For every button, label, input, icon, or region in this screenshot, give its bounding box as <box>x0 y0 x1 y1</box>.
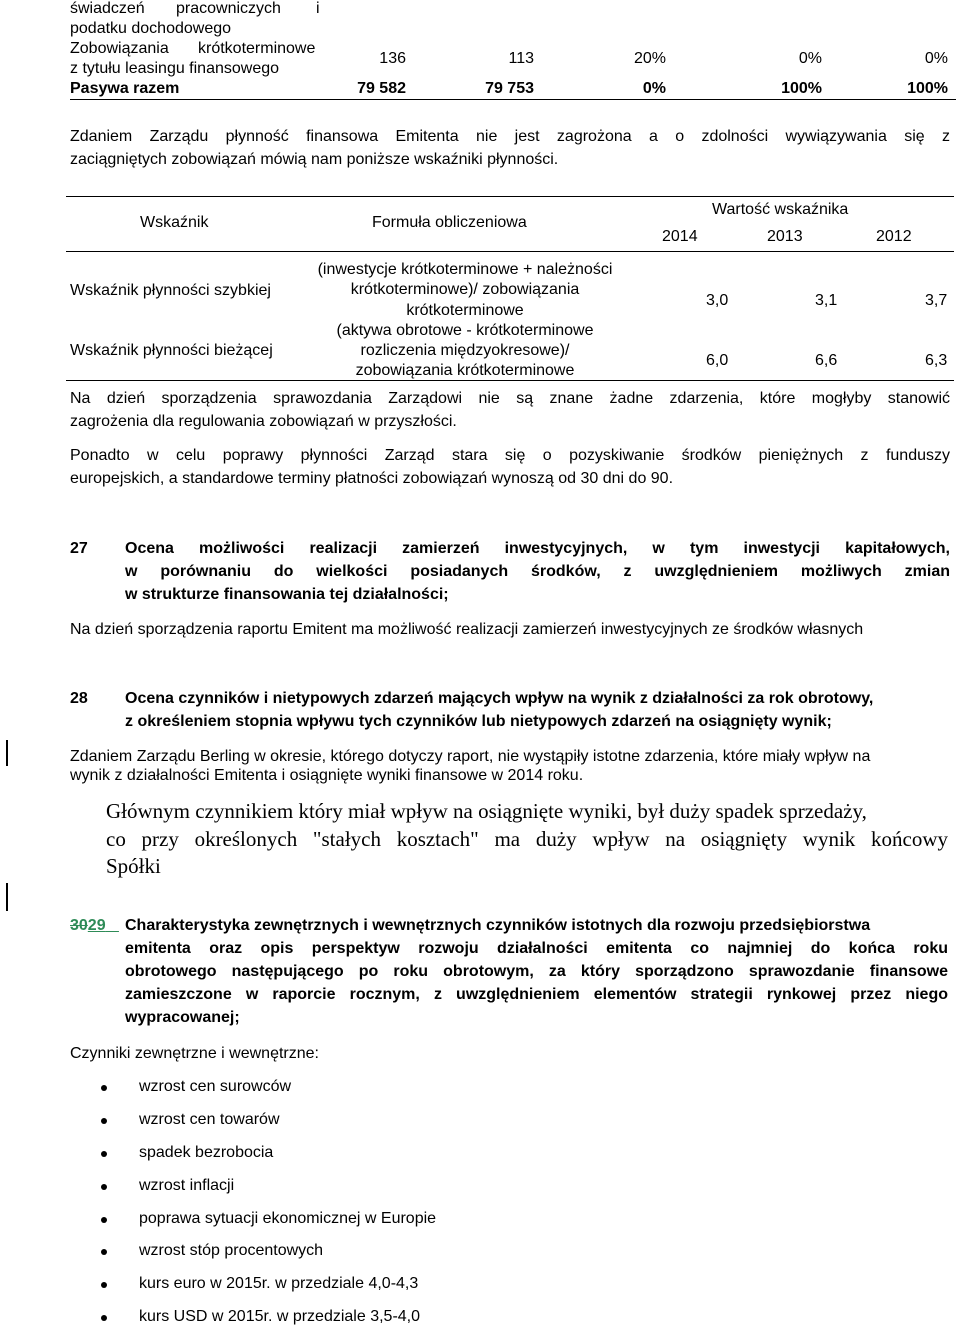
formula-line: (inwestycje krótkoterminowe + należności <box>317 261 613 278</box>
section-heading-line: wypracowanej; <box>125 1009 240 1026</box>
table-top-border <box>66 196 954 197</box>
table-cell: 113 <box>508 50 534 67</box>
section-body-line: wynik z działalności Emitenta i osiągnięte wyniki finansowe w 2014 roku. <box>70 767 584 784</box>
section-number-revision <box>70 916 119 936</box>
indicator-value: 3,0 <box>706 292 729 309</box>
formula-line: krótkoterminowe)/ zobowiązania <box>350 281 580 298</box>
paragraph-line: Zdaniem Zarządu płynność finansowa Emitenta nie jest zagrożona a o zdolności wywiązywania się z <box>70 128 950 145</box>
section-number: 28 <box>70 690 88 707</box>
table-cell: 20% <box>633 50 666 67</box>
serif-inserted-line: Głównym czynnikiem który miał wpływ na osiągnięte wyniki, był duży spadek sprzedaży, <box>106 799 867 823</box>
table-cell: 100% <box>907 80 948 97</box>
list-item: kurs euro w 2015r. w przedziale 4,0-4,3 <box>139 1275 419 1292</box>
row-label-word: i <box>316 0 320 17</box>
list-item: poprawa sytuacji ekonomicznej w Europie <box>139 1210 437 1227</box>
paragraph-line: Ponadto w celu poprawy płynności Zarząd stara się o pozyskiwanie środków pieniężnych z funduszy <box>70 447 950 464</box>
formula-line: zobowiązania krótkoterminowe <box>355 362 575 379</box>
row-label-word: pracowniczych <box>176 0 281 17</box>
table-cell: 100% <box>781 80 822 97</box>
inserted-number: 29 <box>87 917 106 934</box>
row-label: podatku dochodowego <box>70 20 232 37</box>
section-heading-line: obrotowego następującego po roku obrotowym, za który sporządzono sprawozdanie finansowe <box>125 963 948 980</box>
row-label-word: krótkoterminowe <box>198 40 316 57</box>
list-item: spadek bezrobocia <box>139 1144 274 1161</box>
deleted-number: 30 <box>70 917 88 934</box>
serif-inserted-line: co przy określonych "stałych kosztach" ma duży wpływ na osiągnięty wynik końcowy <box>106 827 948 851</box>
formula-line: rozliczenia międzyokresowe)/ <box>360 342 570 359</box>
section-body: Na dzień sporządzenia raportu Emitent ma możliwość realizacji zamierzeń inwestycyjnych ze środków własnych <box>70 621 864 638</box>
header-indicator: Wskaźnik <box>140 214 209 231</box>
list-item: wzrost cen towarów <box>139 1111 280 1128</box>
paragraph-line: Na dzień sporządzenia sprawozdania Zarządowi nie są znane żadne zdarzenia, które mogłyby stanowić <box>70 390 950 407</box>
table-bottom-border <box>70 99 956 100</box>
list-item: kurs USD w 2015r. w przedziale 3,5-4,0 <box>139 1308 421 1325</box>
table-row-total <box>70 80 956 100</box>
indicator-value: 3,1 <box>815 292 838 309</box>
table-cell: 0% <box>642 80 666 97</box>
indicator-value: 6,3 <box>925 352 948 369</box>
table-bottom-border <box>66 380 954 381</box>
section-heading-line: zamieszczone w raporcie rocznym, z uwzględnieniem elementów strategii rynkowej przez niego <box>125 986 948 1003</box>
header-border <box>66 251 954 252</box>
section-heading-line: Charakterystyka zewnętrznych i wewnętrznych czynników istotnych dla rozwoju przedsiębiorstwa <box>125 917 871 934</box>
indicator-name: Wskaźnik płynności szybkiej <box>70 282 271 299</box>
indicator-name: Wskaźnik płynności bieżącej <box>70 342 273 359</box>
indicator-value: 3,7 <box>925 292 948 309</box>
table-cell: 136 <box>379 50 406 67</box>
table-cell: 0% <box>924 50 948 67</box>
formula-line: (aktywa obrotowe - krótkoterminowe <box>336 322 594 339</box>
factors-title: Czynniki zewnętrzne i wewnętrzne: <box>70 1045 319 1062</box>
formula-line: krótkoterminowe <box>406 302 524 319</box>
header-year: 2012 <box>876 228 912 245</box>
table-row <box>70 20 956 40</box>
section-number: 27 <box>70 540 88 557</box>
indicator-value: 6,0 <box>706 352 729 369</box>
table-row <box>70 40 956 80</box>
section-heading-line: Ocena możliwości realizacji zamierzeń inwestycyjnych, w tym inwestycji kapitałowych, <box>125 540 950 557</box>
section-heading-line: z określeniem stopnia wpływu tych czynników lub nietypowych zdarzeń na osiągnięty wynik; <box>125 713 832 730</box>
header-year: 2014 <box>662 228 698 245</box>
section-heading-line: w porównaniu do wielkości posiadanych środków, z uwzględnieniem możliwych zmian <box>125 563 950 580</box>
revision-change-bar <box>6 740 8 766</box>
paragraph-line: zagrożenia dla regulowania zobowiązań w przyszłości. <box>70 413 457 430</box>
list-item: wzrost stóp procentowych <box>139 1242 324 1259</box>
row-label: Pasywa razem <box>70 80 180 97</box>
table-row <box>70 0 956 20</box>
table-cell: 0% <box>798 50 822 67</box>
serif-inserted-line: Spółki <box>106 854 161 878</box>
row-label-word: świadczeń <box>70 0 145 17</box>
table-cell: 79 753 <box>485 80 534 97</box>
paragraph-line: europejskich, a standardowe terminy płatności zobowiązań wynoszą od 30 dni do 90. <box>70 470 674 487</box>
section-heading-line: emitenta oraz opis perspektyw rozwoju działalności emitenta co najmniej do końca roku <box>125 940 948 957</box>
table-cell: 79 582 <box>357 80 406 97</box>
header-year: 2013 <box>767 228 803 245</box>
list-item: wzrost cen surowców <box>139 1078 292 1095</box>
section-heading-line: Ocena czynników i nietypowych zdarzeń mających wpływ na wynik z działalności za rok obrotowy, <box>125 690 874 707</box>
row-label: z tytułu leasingu finansowego <box>70 60 280 77</box>
revision-change-bar <box>6 883 8 911</box>
section-body-line: Zdaniem Zarządu Berling w okresie, którego dotyczy raport, nie wystąpiły istotne zdarzenia, które miały wpływ na <box>70 748 871 765</box>
list-item: wzrost inflacji <box>139 1177 235 1194</box>
header-value: Wartość wskaźnika <box>712 201 849 218</box>
row-label-word: Zobowiązania <box>70 40 169 57</box>
paragraph-line: zaciągniętych zobowiązań mówią nam poniższe wskaźniki płynności. <box>70 151 559 168</box>
indicator-value: 6,6 <box>815 352 838 369</box>
header-formula: Formuła obliczeniowa <box>372 214 527 231</box>
section-heading-line: w strukturze finansowania tej działalności; <box>125 586 449 603</box>
